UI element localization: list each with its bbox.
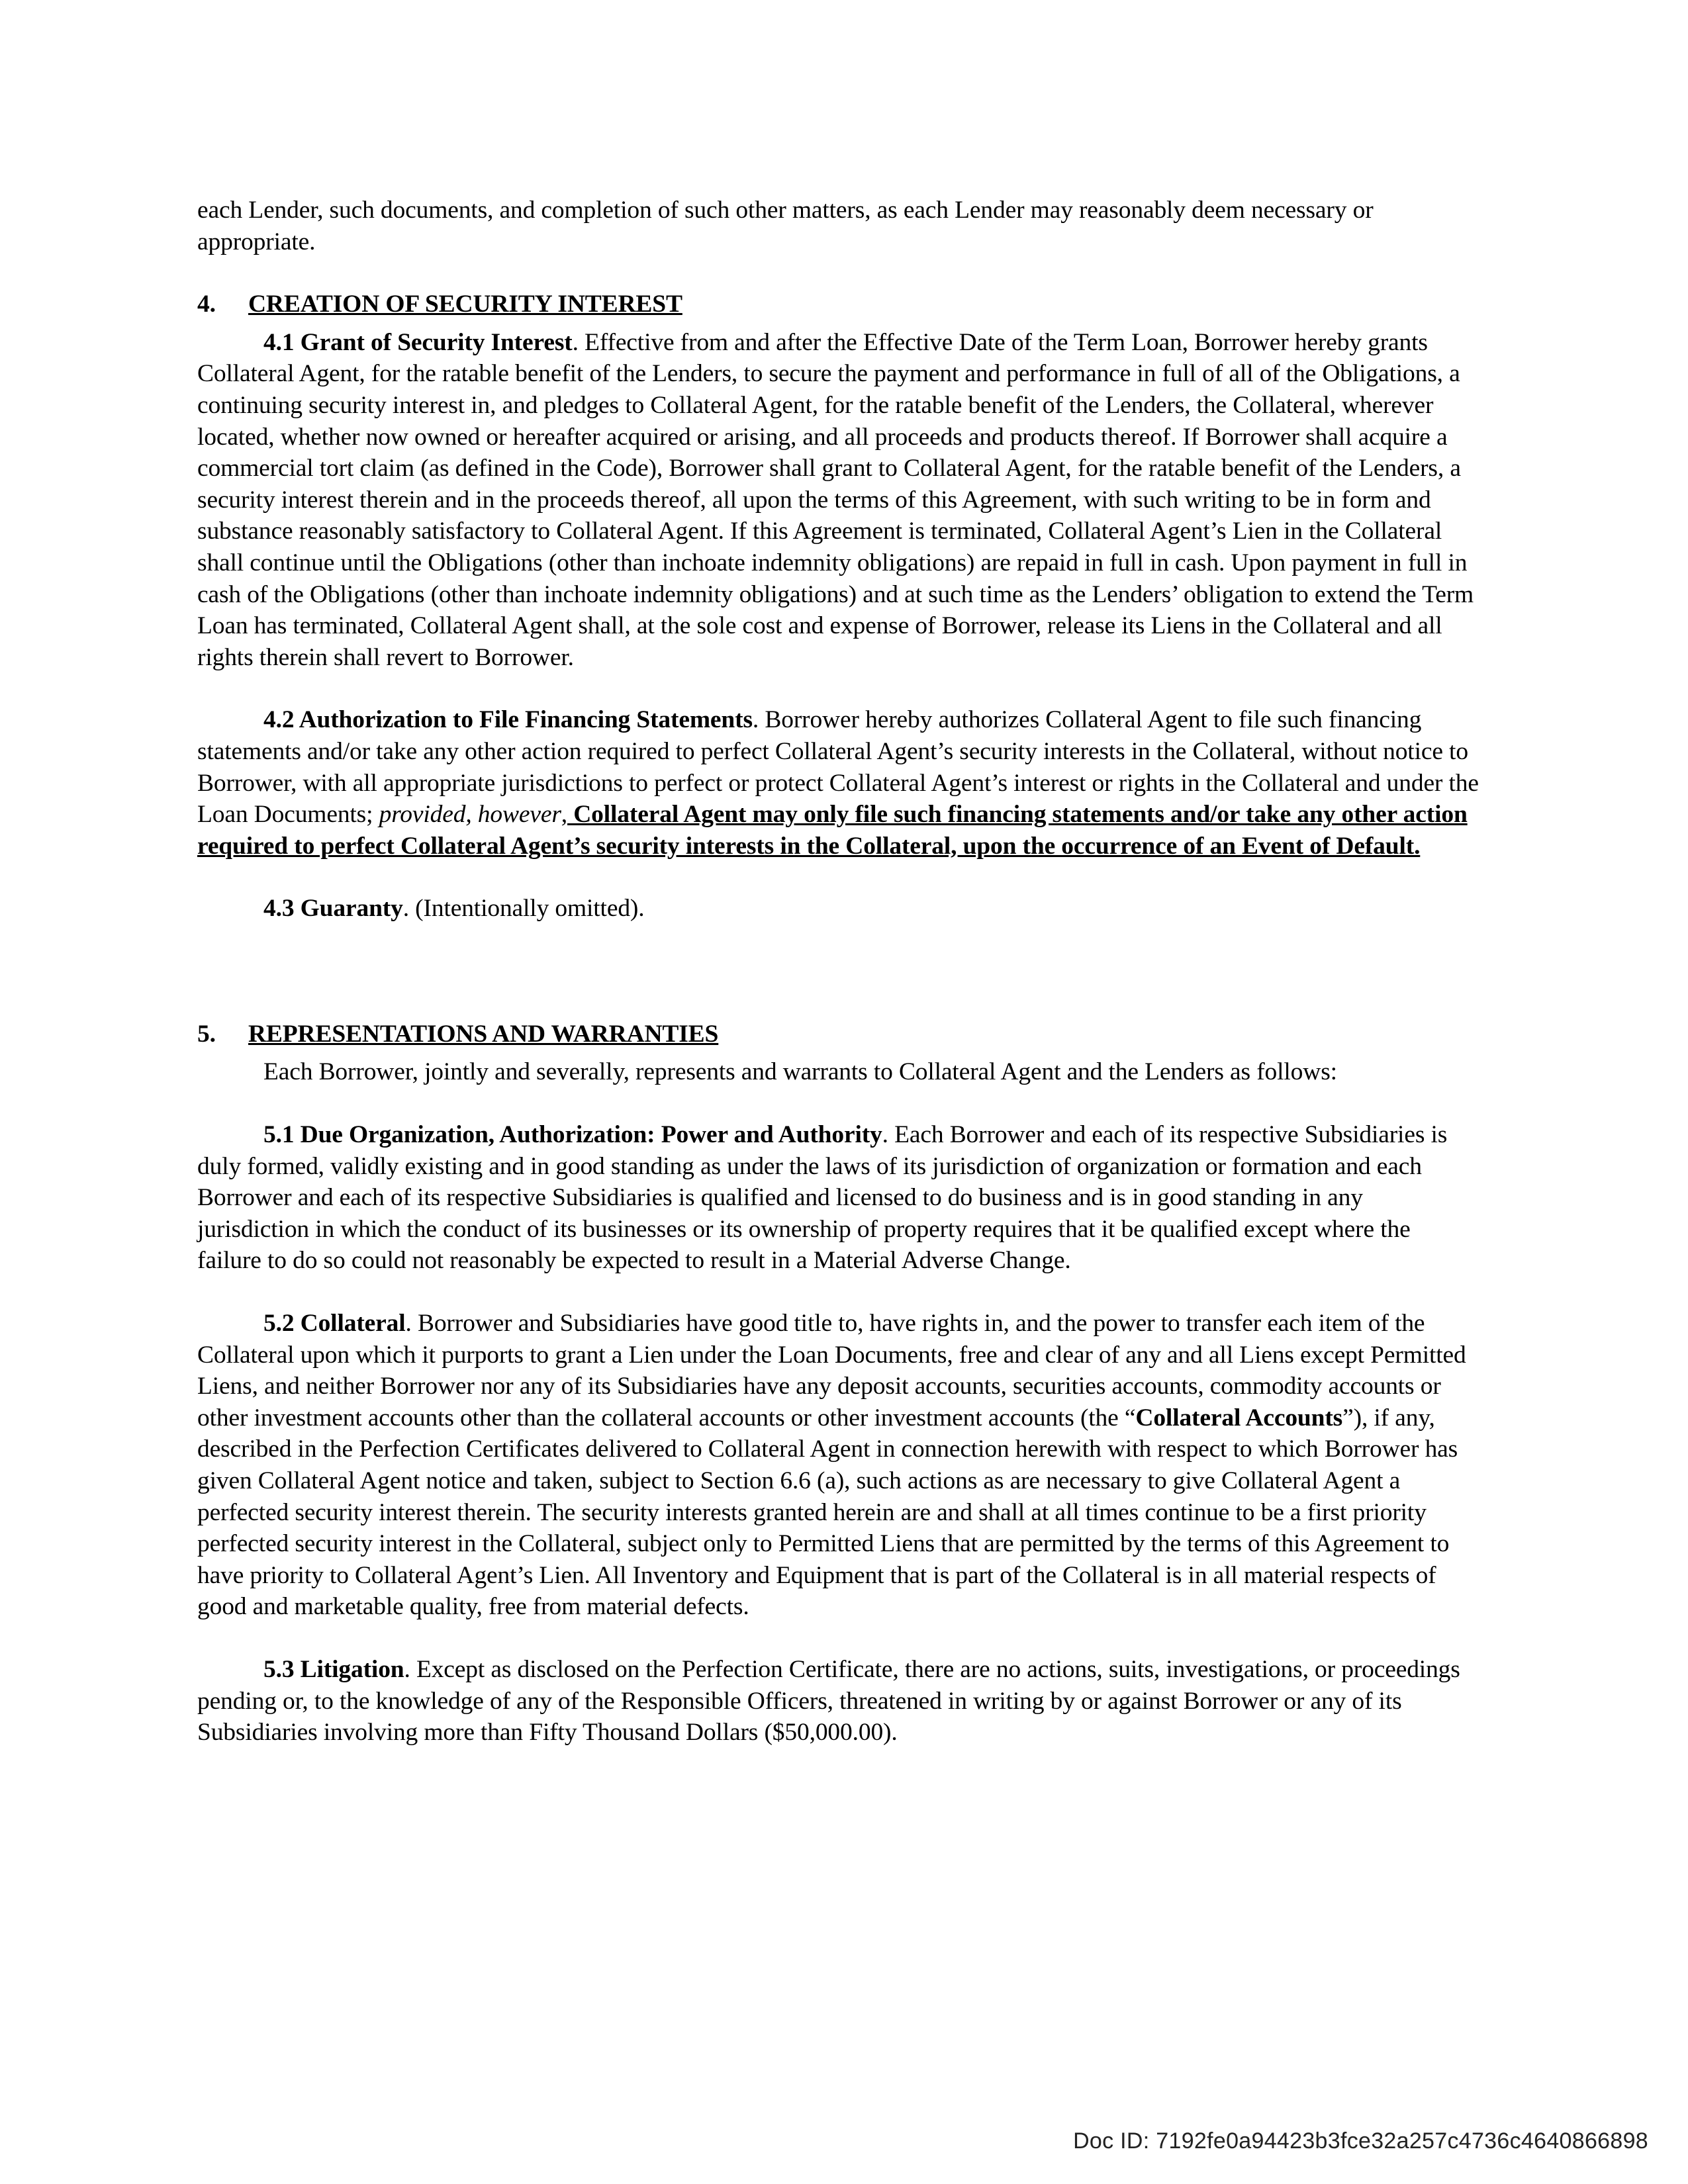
paragraph-4-1-text: . Effective from and after the Effective Date of the Term Loan, Borrower hereby grants Collateral Agent, for the ratable benefit of the Lenders, to secure the payment and performance in full of all of the Obligations, a continuing security interest in, and pledges to Collateral Agent, for the ratable benefit of the Lenders, the Collateral, wherever located, whether now owned or hereafter acquired or arising, and all proceeds and products thereof. If Borrower shall acquire a commercial tort claim (as defined in the Code), Borrower shall grant to Collateral Agent, for the ratable benefit of the Lenders, a security interest therein and in the proceeds thereof, all upon the terms of this Agreement, with such writing to be in form and substance reasonably satisfactory to Collateral Agent. If this Agreement is terminated, Collateral Agent’s Lien in the Collateral shall continue until the Obligations (other than inchoate indemnity obligations) are repaid in full in cash. Upon payment in full in cash of the Obligations (other than inchoate indemnity obligations) and at such time as the Lenders’ obligation to extend the Term Loan has terminated, Collateral Agent shall, at the sole cost and expense of Borrower, release its Liens in the Collateral and all rights therein shall revert to Borrower. [197,328,1474,671]
section-5-intro: Each Borrower, jointly and severally, represents and warrants to Collateral Agent and the Lenders as follows: [263,1058,1337,1086]
paragraph-5-2-label: 5.2 Collateral [263,1310,406,1338]
doc-id-footer: Doc ID: 7192fe0a94423b3fce32a257c4736c4640866898 [1073,2128,1648,2154]
section-5-number: 5. [197,1020,216,1048]
paragraph-5-3-label: 5.3 Litigation [263,1655,404,1683]
paragraph-4-2-comma: , [561,801,568,829]
paragraph-4-1 [197,327,1479,674]
paragraph-4-2 [197,704,1479,862]
paragraph-5-2 [197,1308,1479,1623]
paragraph-4-2-label: 4.2 Authorization to File Financing Statements [263,706,753,734]
paragraph-5-2-text-b: ”), if any, described in the Perfection Certificates delivered to Collateral Agent in connection herewith with respect to which Borrower has given Collateral Agent notice and taken, subject to Section 6.6 (a), such actions as are necessary to give Collateral Agent a perfected security interest therein. The security interests granted herein are and shall at all times continue to be a first priority perfected security interest in the Collateral, subject only to Permitted Liens that are permitted by the terms of this Agreement to have priority to Collateral Agent’s Lien. All Inventory and Equipment that is part of the Collateral is in all material respects of good and marketable quality, free from material defects. [197,1404,1458,1621]
paragraph-5-3 [197,1654,1479,1749]
document-body [197,195,1479,1749]
paragraph-5-2-defined-term: Collateral Accounts [1135,1404,1343,1432]
section-4-number: 4. [197,291,216,318]
section-4-heading [197,289,1479,320]
section-5-title: REPRESENTATIONS AND WARRANTIES [248,1020,719,1048]
paragraph-5-1-text: . Each Borrower and each of its respective Subsidiaries is duly formed, validly existing and in good standing as under the laws of its jurisdiction of organization or formation and each Borrower and each of its respective Subsidiaries is qualified and licensed to do business and is in good standing in any jurisdiction in which the conduct of its businesses or its ownership of property requires that it be qualified except where the failure to do so could not reasonably be expected to result in a Material Adverse Change. [197,1121,1448,1275]
paragraph-4-2-text: . Borrower hereby authorizes Collateral Agent to file such financing statements and/or take any other action required to perfect Collateral Agent’s security interests in the Collateral, without notice to Borrower, with all appropriate jurisdictions to perfect or protect Collateral Agent’s interest or rights in the Collateral and under the Loan Documents; [197,706,1479,829]
paragraph-5-1 [197,1119,1479,1277]
section-4-title: CREATION OF SECURITY INTEREST [248,291,682,318]
paragraph-4-1-label: 4.1 Grant of Security Interest [263,328,573,356]
paragraph-5-1-label: 5.1 Due Organization, Authorization: Power and Authority [263,1121,882,1149]
section-5-heading [197,1019,1479,1050]
paragraph-4-3-label: 4.3 Guaranty [263,895,403,923]
paragraph-5-2-text-a: . Borrower and Subsidiaries have good title to, have rights in, and the power to transfer each item of the Collateral upon which it purports to grant a Lien under the Loan Documents, free and clear of any and all Liens except Permitted Liens, and neither Borrower nor any of its Subsidiaries have any deposit accounts, securities accounts, commodity accounts or other investment accounts other than the collateral accounts or other investment accounts (the “ [197,1310,1466,1432]
paragraph-5-3-text: . Except as disclosed on the Perfection Certificate, there are no actions, suits, investigations, or proceedings pending or, to the knowledge of any of the Responsible Officers, threatened in writing by or against Borrower or any of its Subsidiaries involving more than Fifty Thousand Dollars ($50,000.00). [197,1655,1460,1747]
intro-paragraph: each Lender, such documents, and completion of such other matters, as each Lender may reasonably deem necessary or appropriate. [197,197,1374,255]
paragraph-4-2-proviso: provided, however [379,801,561,829]
paragraph-4-3 [197,893,1479,925]
paragraph-4-3-text: . (Intentionally omitted). [402,895,645,923]
paragraph-4-2-emphasis: Collateral Agent may only file such financing statements and/or take any other action required to perfect Collateral Agent’s security interests in the Collateral, upon the occurrence of an Event of Default. [197,801,1468,860]
